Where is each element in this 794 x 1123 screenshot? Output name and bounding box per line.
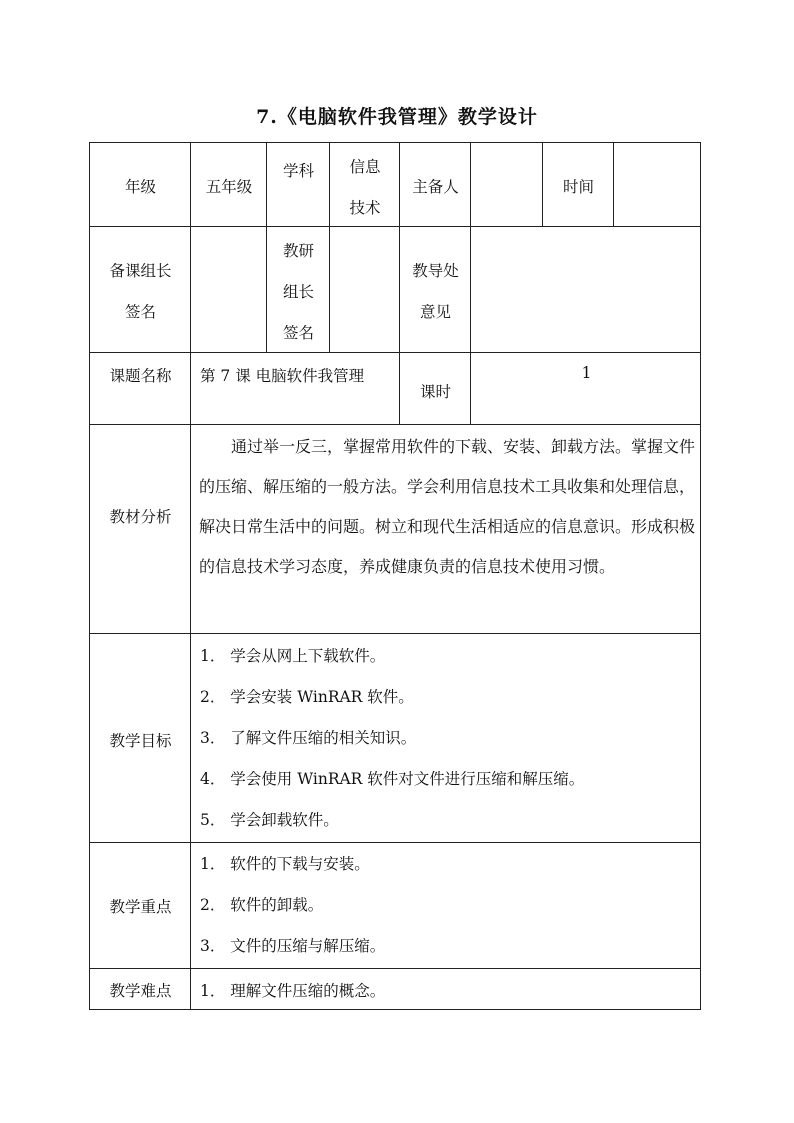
research-label-line3: 签名: [282, 324, 314, 342]
time-label-cell: [542, 142, 613, 226]
key-points-label-cell: [89, 842, 190, 968]
objective-item: 1． 学会从网上下载软件。: [200, 647, 386, 665]
objective-item: 2． 学会安装 WinRAR 软件。: [200, 688, 414, 706]
research-label-cell: [266, 226, 329, 352]
office-label-line2: 意见: [419, 303, 451, 321]
hours-label: 课时: [419, 383, 451, 401]
hours-label-cell: [399, 352, 470, 424]
analysis-content-cell: [190, 424, 701, 633]
preparer-label-cell: [399, 142, 470, 226]
research-label-line1: 教研: [282, 242, 314, 260]
objectives-label-cell: [89, 633, 190, 842]
page-title: 7.《电脑软件我管理》教学设计: [256, 106, 538, 128]
analysis-label: 教材分析: [109, 508, 172, 526]
leader-sign-value-cell: [190, 226, 266, 352]
objective-item: 3． 了解文件压缩的相关知识。: [200, 729, 417, 747]
analysis-label-cell: [89, 424, 190, 633]
office-value-cell: [470, 226, 701, 352]
topic-value: 第 7 课 电脑软件我管理: [200, 367, 365, 385]
objectives-list: [200, 636, 584, 841]
key-point-item: 1． 软件的下载与安装。: [200, 855, 370, 873]
preparer-value-cell: [470, 142, 542, 226]
topic-value-cell: [190, 352, 399, 424]
subject-value-line1: 信息: [349, 158, 381, 176]
subject-value-line2: 技术: [349, 199, 381, 217]
research-value-cell: [329, 226, 399, 352]
hours-value-cell: [470, 352, 701, 424]
leader-sign-label-cell: [89, 226, 190, 352]
grade-label: 年级: [124, 178, 156, 196]
analysis-text: 通过举一反三，掌握常用软件的下载、安装、卸载方法。掌握文件的压缩、解压缩的一般方法。学会利用信息技术工具收集和处理信息，解决日常生活中的问题。树立和现代生活相适应的信息意识。形成积极的信息技术学习态度，养成健康负责的信息技术使用习惯。: [199, 437, 696, 576]
analysis-text-block: [199, 427, 695, 587]
time-value-cell: [613, 142, 701, 226]
hours-value: 1: [581, 364, 592, 382]
grade-value-cell: [190, 142, 266, 226]
key-points-list: [200, 844, 385, 967]
difficulties-label: 教学难点: [109, 982, 172, 1000]
time-label: 时间: [562, 178, 594, 196]
subject-label-cell: [266, 142, 329, 226]
research-label-line2: 组长: [282, 283, 314, 301]
preparer-label: 主备人: [412, 178, 459, 196]
leader-sign-label-line1: 备课组长: [109, 262, 172, 280]
key-point-item: 2． 软件的卸载。: [200, 896, 324, 914]
subject-label: 学科: [282, 162, 314, 180]
objective-item: 4． 学会使用 WinRAR 软件对文件进行压缩和解压缩。: [200, 770, 585, 788]
key-points-content-cell: [190, 842, 701, 968]
objectives-label: 教学目标: [109, 732, 172, 750]
key-point-item: 3． 文件的压缩与解压缩。: [200, 937, 386, 955]
topic-label-cell: [89, 352, 190, 424]
topic-label: 课题名称: [109, 367, 172, 385]
difficulties-content-cell: [190, 968, 701, 1009]
key-points-label: 教学重点: [109, 898, 172, 916]
office-label-cell: [399, 226, 470, 352]
leader-sign-label-line2: 签名: [124, 303, 156, 321]
grade-label-cell: [89, 142, 190, 226]
office-label-line1: 教导处: [412, 262, 459, 280]
grade-value: 五年级: [205, 178, 253, 196]
objective-item: 5． 学会卸载软件。: [200, 811, 339, 829]
objectives-content-cell: [190, 633, 701, 842]
difficulties-label-cell: [89, 968, 190, 1009]
difficulty-item: 1． 理解文件压缩的概念。: [200, 982, 386, 1000]
subject-value-cell: [329, 142, 399, 226]
